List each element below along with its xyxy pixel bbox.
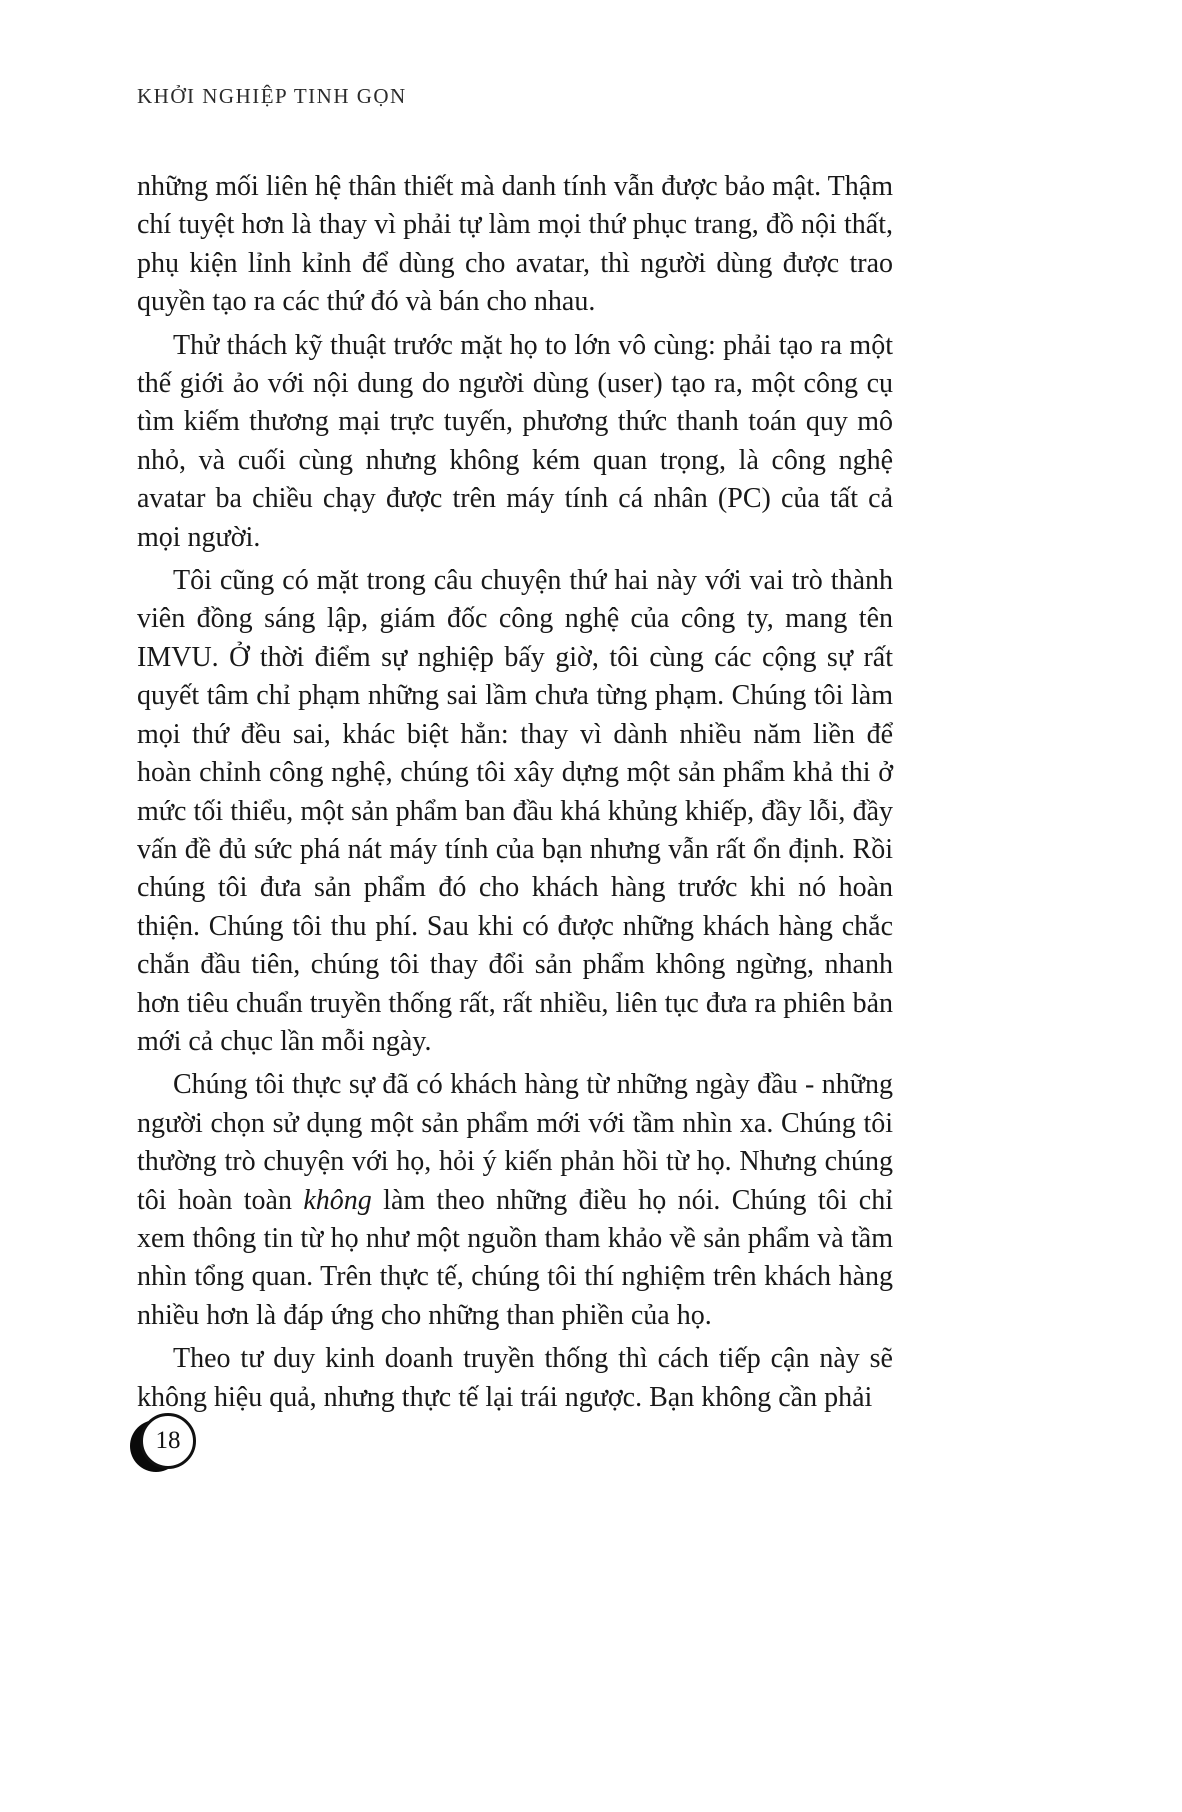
page-number-circle [140, 1413, 196, 1469]
page-number-text: 18 [155, 1426, 181, 1454]
text-run: Thử thách kỹ thuật trước mặt họ to lớn vô cùng: phải tạo ra một thế giới ảo với nội dung do người dùng (user) tạo ra, một công cụ tìm kiếm thương mại trực tuyến, phương thức thanh toán quy mô nhỏ, và cuối cùng nhưng không kém quan trọng, là công nghệ avatar ba chiều chạy được trên máy tính cá nhân (PC) của tất cả mọi người. [137, 329, 893, 553]
paragraph [137, 1066, 893, 1335]
text-run: Tôi cũng có mặt trong câu chuyện thứ hai này với vai trò thành viên đồng sáng lập, giám đốc công nghệ của công ty, mang tên IMVU. Ở thời điểm sự nghiệp bấy giờ, tôi cùng các cộng sự rất quyết tâm chỉ phạm những sai lầm chưa từng phạm. Chúng tôi làm mọi thứ đều sai, khác biệt hẳn: thay vì dành nhiều năm liền để hoàn chỉnh công nghệ, chúng tôi xây dựng một sản phẩm khả thi ở mức tối thiểu, một sản phẩm ban đầu khá khủng khiếp, đầy lỗi, đầy vấn đề đủ sức phá nát máy tính của bạn nhưng vẫn rất ổn định. Rồi chúng tôi đưa sản phẩm đó cho khách hàng trước khi nó hoàn thiện. Chúng tôi thu phí. Sau khi có được những khách hàng chắc chắn đầu tiên, chúng tôi thay đổi sản phẩm không ngừng, nhanh hơn tiêu chuẩn truyền thống rất, rất nhiều, liên tục đưa ra phiên bản mới cả chục lần mỗi ngày. [137, 565, 893, 1057]
italic-text-run: không [303, 1184, 372, 1216]
paragraph [137, 562, 893, 1061]
running-header: KHỞI NGHIỆP TINH GỌN [137, 84, 407, 108]
paragraph [137, 168, 893, 322]
paragraph [137, 327, 893, 557]
text-run: những mối liên hệ thân thiết mà danh tính vẫn được bảo mật. Thậm chí tuyệt hơn là thay vì phải tự làm mọi thứ phục trang, đồ nội thất, phụ kiện lỉnh kỉnh để dùng cho avatar, thì người dùng được trao quyền tạo ra các thứ đó và bán cho nhau. [137, 171, 893, 318]
text-run: Theo tư duy kinh doanh truyền thống thì cách tiếp cận này sẽ không hiệu quả, nhưng thực tế lại trái ngược. Bạn không cần phải [137, 1343, 893, 1413]
page-number [124, 1408, 204, 1474]
text-run: Chúng tôi thực sự đã có khách hàng từ những ngày đầu - những người chọn sử dụng một sản phẩm mới với tầm nhìn xa. Chúng tôi thường trò chuyện với họ, hỏi ý kiến phản hồi từ họ. Nhưng chúng tôi hoàn toàn [137, 1069, 893, 1216]
text-run: làm theo những điều họ nói. Chúng tôi chỉ xem thông tin từ họ như một nguồn tham khảo về sản phẩm và tầm nhìn tổng quan. Trên thực tế, chúng tôi thí nghiệm trên khách hàng nhiều hơn là đáp ứng cho những than phiền của họ. [137, 1184, 893, 1331]
body-text [137, 168, 893, 1422]
paragraph [137, 1340, 893, 1417]
